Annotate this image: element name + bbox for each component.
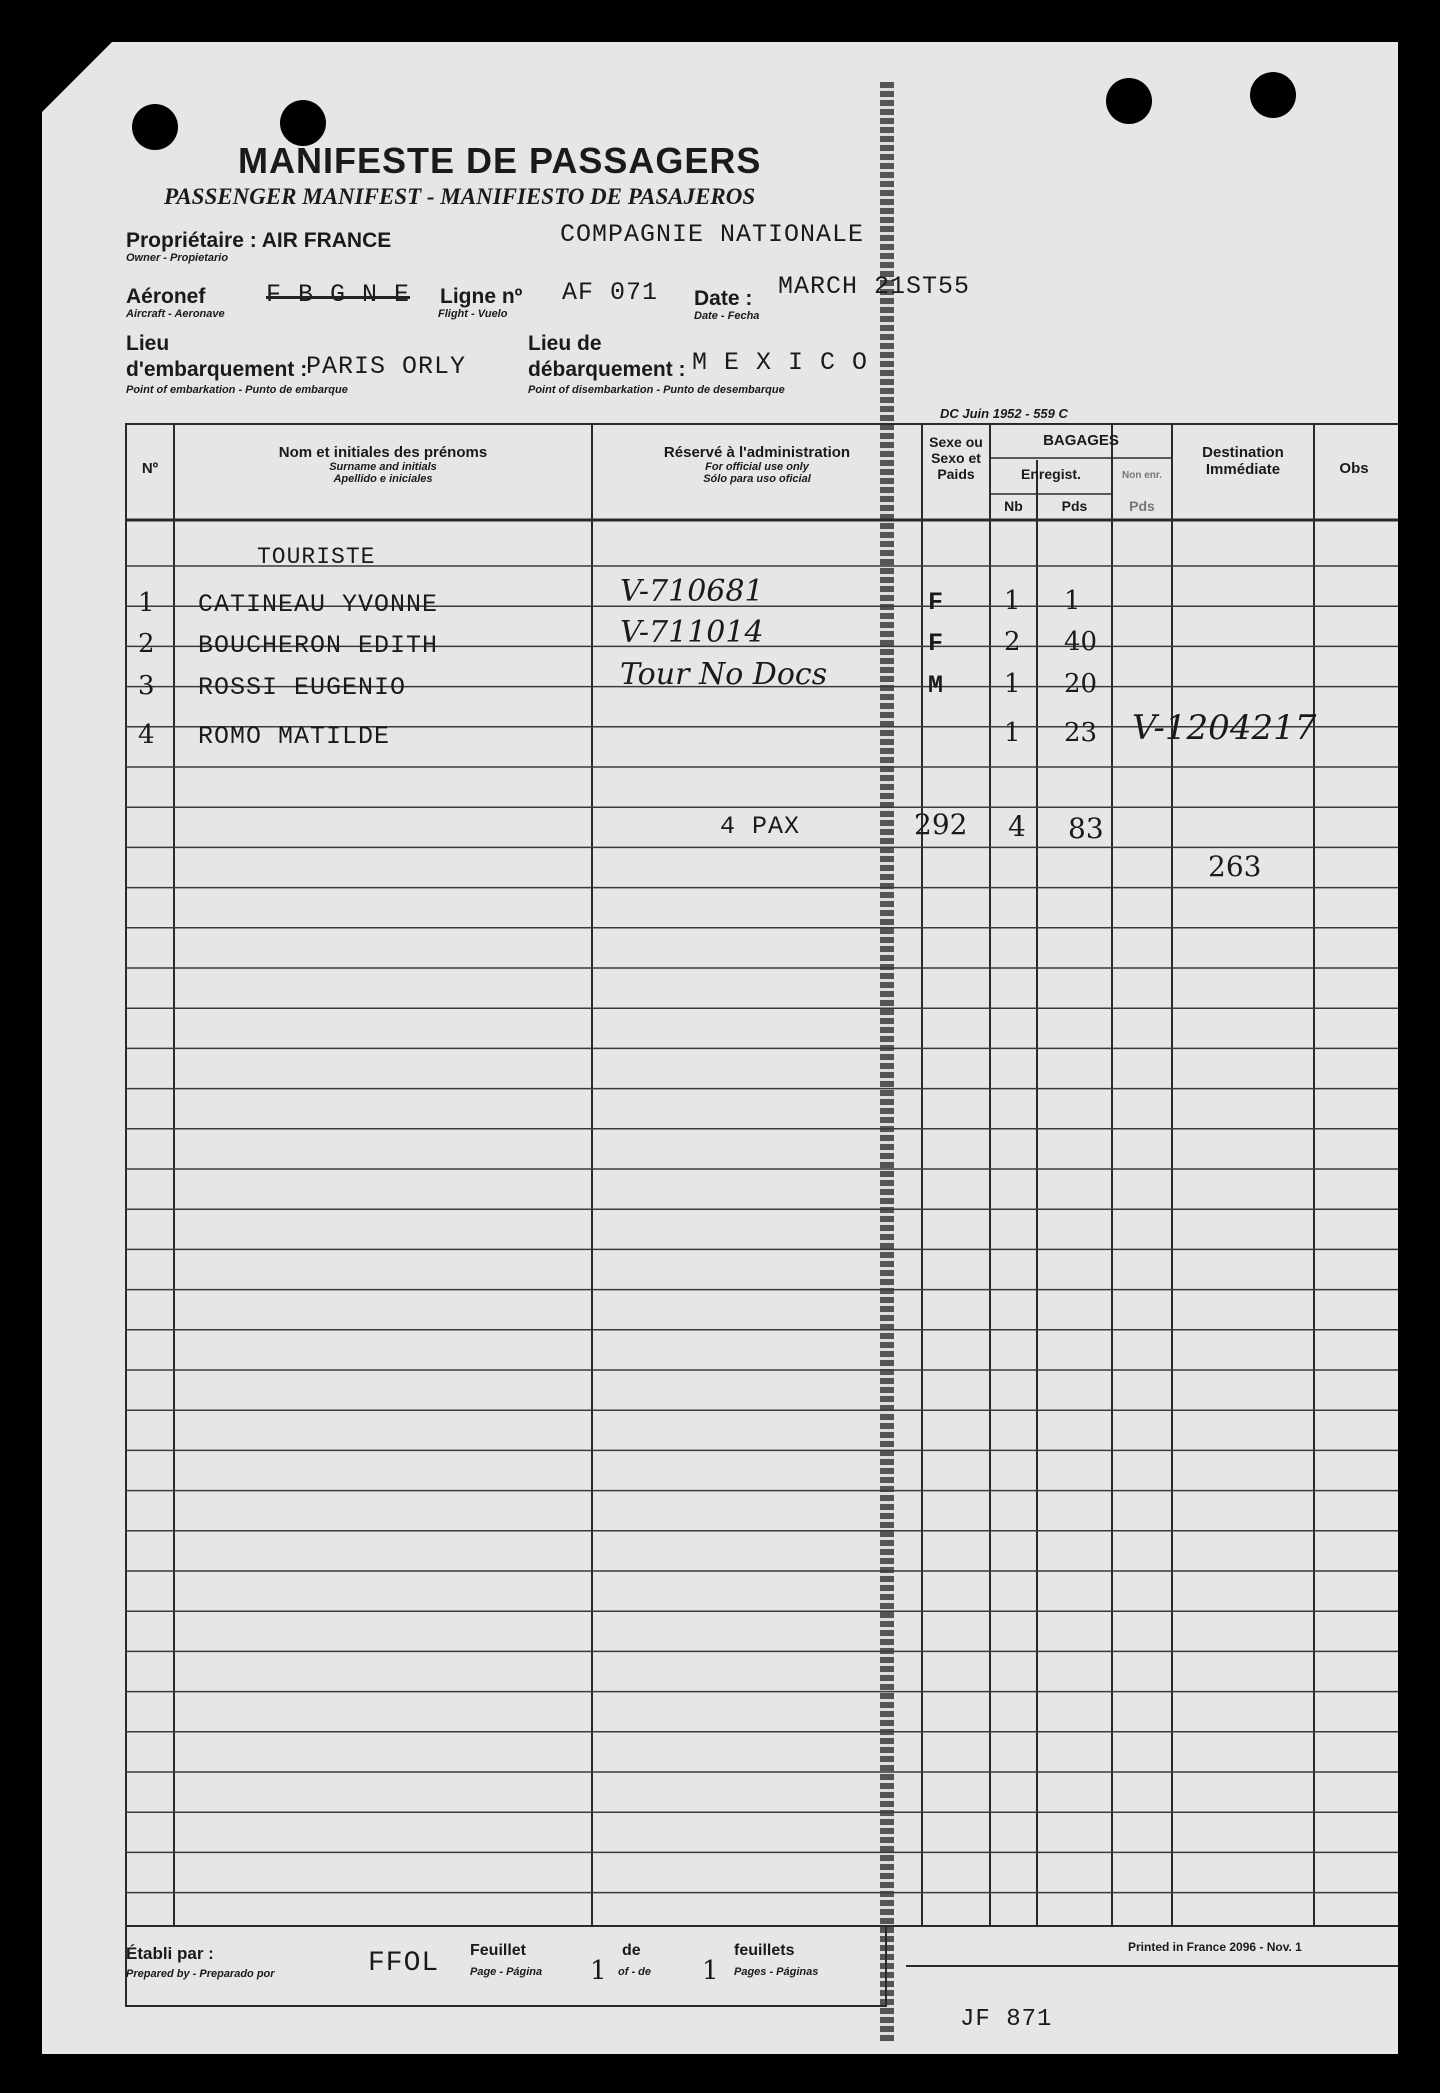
disembark-value: M E X I C O xyxy=(692,348,869,377)
owner-value: COMPAGNIE NATIONALE xyxy=(560,220,865,249)
column-pds-header: Pds xyxy=(1061,498,1088,514)
admin-entry: V-711014 xyxy=(620,614,764,650)
owner-sublabel: Owner - Propietario xyxy=(126,252,229,264)
pages-sublabel: Pages - Páginas xyxy=(734,1966,819,1978)
column-sex-header: Sexe ou Sexo et Paids xyxy=(929,434,983,482)
flight-sublabel: Flight - Vuelo xyxy=(438,308,508,320)
column-dest-header: Destination Immédiate xyxy=(1202,444,1284,478)
prepared-value: FFOL xyxy=(368,1948,440,1979)
column-obs-header: Obs xyxy=(1339,460,1369,477)
aircraft-label: Aéronef xyxy=(126,285,206,308)
form-subtitle: PASSENGER MANIFEST - MANIFIESTO DE PASAJEROS xyxy=(164,184,756,209)
stamp-number: JF 871 xyxy=(960,2006,1053,2033)
disembark-label-2: débarquement : xyxy=(528,358,686,381)
passenger-sex: F xyxy=(928,588,945,617)
passenger-sex: M xyxy=(928,671,945,700)
row-number: 4 xyxy=(138,719,155,750)
disembark-label-1: Lieu de xyxy=(528,332,602,355)
manifest-sheet xyxy=(42,42,1398,2054)
total-pax: 4 PAX xyxy=(720,812,801,841)
row-number: 3 xyxy=(138,671,155,701)
column-name-header: Nom et initiales des prénoms Surname and initials Apellido e iniciales xyxy=(278,444,488,485)
baggage-count: 1 xyxy=(1004,586,1021,616)
column-nb-header: Nb xyxy=(1004,498,1023,514)
owner-label: Propriétaire : AIR FRANCE xyxy=(126,229,392,252)
class-label: TOURISTE xyxy=(257,544,376,570)
date-sublabel: Date - Fecha xyxy=(694,310,760,322)
of-sublabel: of - de xyxy=(618,1966,651,1978)
baggage-weight: 1 xyxy=(1064,586,1081,616)
column-no-header: Nº xyxy=(141,460,159,477)
total-nb: 4 xyxy=(1008,810,1026,843)
form-title: MANIFESTE DE PASSAGERS xyxy=(238,140,762,181)
baggage-count: 1 xyxy=(1004,669,1021,699)
flight-label: Ligne nº xyxy=(440,285,523,308)
passenger-name: CATINEAU YVONNE xyxy=(198,590,439,619)
column-enreg-header: Enregist. xyxy=(1021,466,1081,482)
flight-value: AF 071 xyxy=(562,278,659,307)
column-bagages-header: BAGAGES xyxy=(1043,432,1119,449)
printed-note: Printed in France 2096 - Nov. 1 xyxy=(1128,1940,1302,1954)
baggage-weight: 40 xyxy=(1064,626,1098,657)
total-pds: 83 xyxy=(1068,812,1104,845)
aircraft-sublabel: Aircraft - Aeronave xyxy=(126,308,225,320)
column-nonenreg-header: Non enr. xyxy=(1121,470,1162,481)
destination-entry: V-1204217 xyxy=(1132,707,1317,748)
passenger-name: ROMO MATILDE xyxy=(198,721,391,751)
total-weight: 292 xyxy=(914,808,968,841)
passenger-name: BOUCHERON EDITH xyxy=(198,630,439,660)
prepared-sublabel: Prepared by - Preparado por xyxy=(126,1968,275,1980)
embark-label-1: Lieu xyxy=(126,332,170,355)
pages-label: feuillets xyxy=(734,1942,795,1959)
baggage-count: 2 xyxy=(1004,626,1021,657)
admin-entry: V-710681 xyxy=(620,574,764,609)
embark-value: PARIS ORLY xyxy=(306,352,467,381)
date-value: MARCH 21ST55 xyxy=(778,272,971,301)
date-label: Date : xyxy=(694,287,753,310)
page-sublabel: Page - Página xyxy=(470,1966,543,1978)
embark-label-2: d'embarquement : xyxy=(126,358,308,381)
pages-value: 1 xyxy=(702,1956,719,1986)
aircraft-value: F B G N E xyxy=(266,280,411,309)
page-label: Feuillet xyxy=(470,1942,527,1959)
total-extra: 263 xyxy=(1208,850,1262,883)
baggage-weight: 20 xyxy=(1064,669,1098,699)
embark-sublabel: Point of embarkation - Punto de embarque xyxy=(126,384,348,396)
passenger-name: ROSSI EUGENIO xyxy=(198,673,407,702)
table-grid xyxy=(42,42,1398,2054)
baggage-count: 1 xyxy=(1004,717,1021,748)
admin-entry: Tour No Docs xyxy=(620,657,828,692)
disembark-sublabel: Point of disembarkation - Punto de desembarque xyxy=(528,384,785,396)
of-label: de xyxy=(622,1942,641,1959)
passenger-sex: F xyxy=(928,628,945,658)
row-number: 2 xyxy=(138,628,155,659)
column-admin-header: Réservé à l'administration For official use only Sólo para uso oficial xyxy=(663,444,851,485)
prepared-label: Établi par : xyxy=(126,1944,214,1963)
column-pds2-header: Pds xyxy=(1129,498,1155,514)
row-number: 1 xyxy=(138,588,155,618)
form-code: DC Juin 1952 - 559 C xyxy=(940,406,1068,421)
baggage-weight: 23 xyxy=(1064,717,1098,748)
page-value: 1 xyxy=(590,1956,607,1986)
